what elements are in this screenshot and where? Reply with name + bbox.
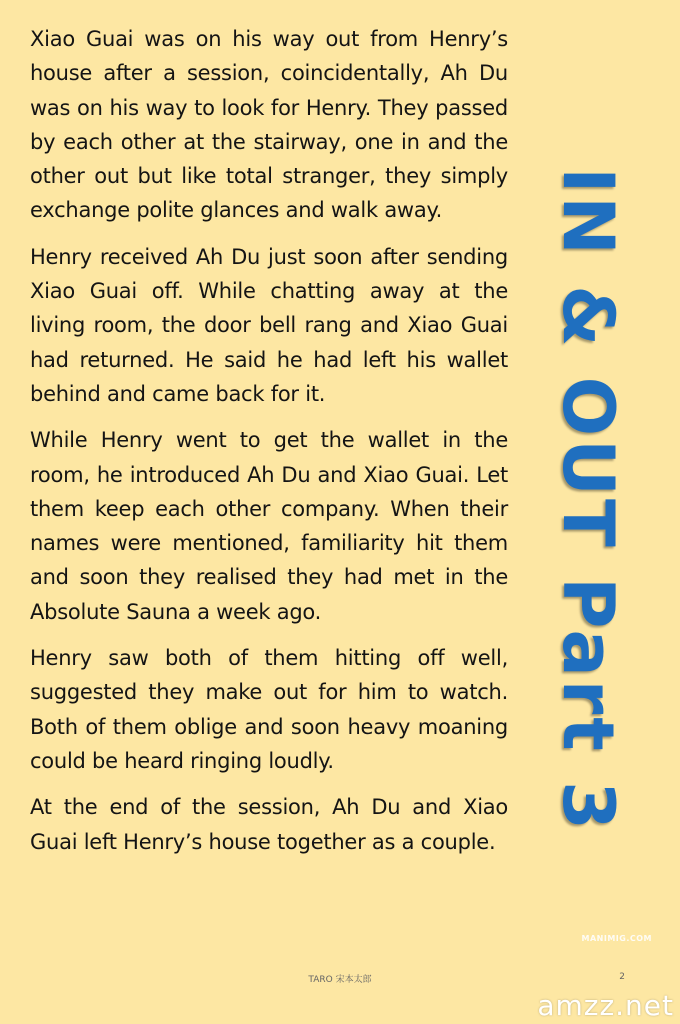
story-text [30, 22, 508, 871]
story-paragraph-1: Xiao Guai was on his way out from Henry’s house after a session, coincidentally, Ah Du was on his way to look for Henry. They passed by each other at the stairway, one in and the other out but like total stranger, they simply exchange polite glances and walk away. [30, 27, 508, 223]
story-paragraph-4: Henry saw both of them hitting off well, suggested they make out for him to watch. Both of them oblige and soon heavy moaning could be heard ringing loudly. [30, 646, 508, 773]
story-paragraph-3: While Henry went to get the wallet in the room, he introduced Ah Du and Xiao Guai. Let them keep each other company. When their names were mentioned, familiarity hit them and soon they realised they had met in the Absolute Sauna a week ago. [30, 428, 508, 624]
page-number: 2 [619, 972, 625, 982]
chapter-title: IN & OUT Part 3 [547, 167, 629, 833]
story-paragraph-5: At the end of the session, Ah Du and Xiao Guai left Henry’s house together as a couple. [30, 795, 508, 854]
author-credit: TARO 宋本太郎 [308, 975, 372, 985]
site-watermark: MANIMIG.COM [581, 934, 652, 943]
story-paragraph-2: Henry received Ah Du just soon after sending Xiao Guai off. While chatting away at the living room, the door bell rang and Xiao Guai had returned. He said he had left his wallet behind and came back for it. [30, 244, 508, 406]
corner-watermark: amzz.net [537, 989, 674, 1022]
